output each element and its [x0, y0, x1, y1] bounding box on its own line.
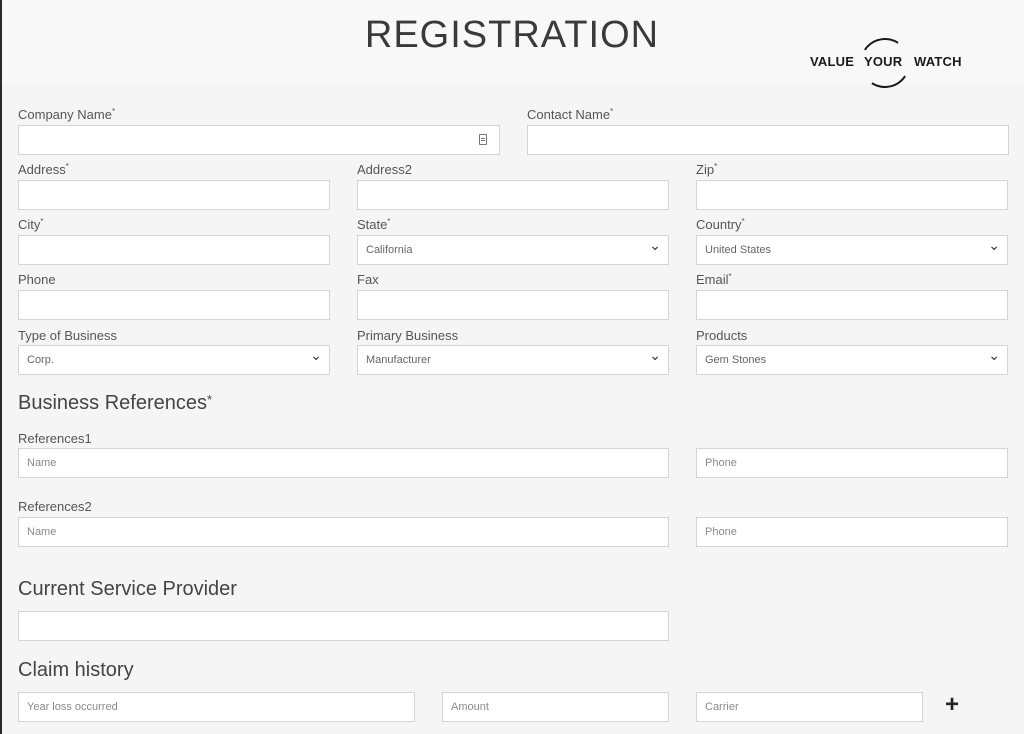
city-label: City*	[18, 217, 44, 232]
reference1-phone-input[interactable]	[696, 448, 1008, 478]
company-name-label: Company Name*	[18, 107, 116, 122]
type-of-business-label: Type of Business	[18, 328, 117, 343]
page-title: REGISTRATION	[364, 14, 660, 56]
type-of-business-value: Corp.	[27, 354, 54, 366]
zip-input[interactable]	[696, 180, 1008, 210]
company-name-input[interactable]	[18, 125, 500, 155]
claim-history-heading: Claim history	[18, 659, 134, 681]
zip-label: Zip*	[696, 162, 718, 177]
contact-name-input[interactable]	[527, 125, 1009, 155]
products-value: Gem Stones	[705, 354, 767, 366]
logo-word-value: VALUE	[810, 54, 855, 69]
address2-label: Address2	[357, 162, 412, 177]
phone-input[interactable]	[18, 290, 330, 320]
reference1-name-input[interactable]	[18, 448, 669, 478]
carrier-input[interactable]	[696, 692, 923, 722]
reference1-name-placeholder: Name	[27, 457, 57, 469]
address-label: Address*	[18, 162, 69, 177]
amount-placeholder: Amount	[451, 701, 489, 713]
contact-name-label: Contact Name*	[527, 107, 614, 122]
email-label: Email*	[696, 272, 732, 287]
logo-word-your: YOUR	[864, 54, 903, 69]
reference2-name-placeholder: Name	[27, 526, 57, 538]
address2-input[interactable]	[357, 180, 669, 210]
logo-word-watch: WATCH	[914, 54, 962, 69]
fax-input[interactable]	[357, 290, 669, 320]
state-label: State*	[357, 217, 391, 232]
country-value: United States	[705, 244, 772, 256]
country-label: Country*	[696, 217, 745, 232]
references2-label: References2	[18, 499, 92, 514]
address-input[interactable]	[18, 180, 330, 210]
plus-icon[interactable]: +	[945, 691, 960, 718]
contact-card-icon[interactable]	[479, 134, 487, 145]
state-select[interactable]	[357, 235, 669, 265]
type-of-business-select[interactable]	[18, 345, 330, 375]
business-references-heading: Business References*	[18, 392, 213, 414]
products-select[interactable]	[696, 345, 1008, 375]
reference2-name-input[interactable]	[18, 517, 669, 547]
fax-label: Fax	[357, 272, 379, 287]
primary-business-label: Primary Business	[357, 328, 459, 343]
city-input[interactable]	[18, 235, 330, 265]
state-value: California	[366, 244, 413, 256]
brand-logo	[810, 36, 970, 88]
year-loss-placeholder: Year loss occurred	[27, 701, 118, 713]
reference1-phone-placeholder: Phone	[705, 457, 737, 469]
reference2-phone-placeholder: Phone	[705, 526, 737, 538]
references1-label: References1	[18, 431, 92, 446]
primary-business-select[interactable]	[357, 345, 669, 375]
window-edge	[0, 0, 2, 734]
amount-input[interactable]	[442, 692, 669, 722]
service-provider-input[interactable]	[18, 611, 669, 641]
service-provider-heading: Current Service Provider	[18, 578, 237, 600]
country-select[interactable]	[696, 235, 1008, 265]
phone-label: Phone	[18, 272, 56, 287]
reference2-phone-input[interactable]	[696, 517, 1008, 547]
primary-business-value: Manufacturer	[366, 354, 431, 366]
products-label: Products	[696, 328, 748, 343]
carrier-placeholder: Carrier	[705, 701, 739, 713]
year-loss-input[interactable]	[18, 692, 415, 722]
email-input[interactable]	[696, 290, 1008, 320]
